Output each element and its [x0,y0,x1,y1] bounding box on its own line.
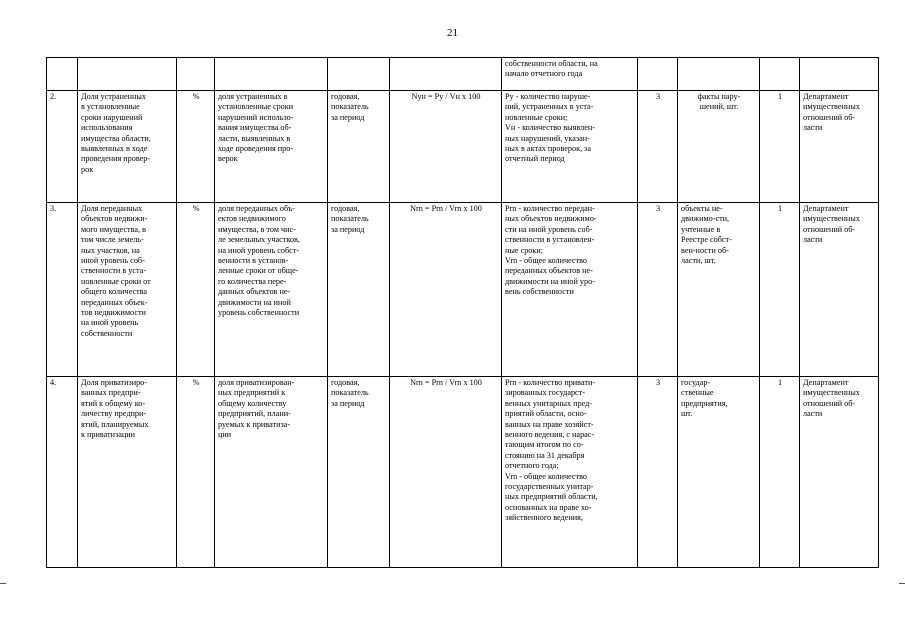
cell-unit: % [177,377,215,568]
cell-vars: Prn - количество привати- зированных государст- венных унитарных пред- приятий области, осно- ванных на праве хозяйст- венного ведения, с нарас- тающим итогом по со- стоянию на 31 декабря отчетного года; Vrn - общее количество государственных унитар- ных предприятий области, основанных на праве хо- зяйственного ведения, [502,377,638,568]
table-row [47,203,879,377]
cell-definition: доля переданных объ- ектов недвижимого имущества, в том чис- ле земельных участков, на иной уровень собст- венности в установ- ленные сроки от обще- го количества пере- данных объектов не- движимости на иной уровень собственности [215,203,328,377]
cell-period [328,58,390,91]
cell-method [638,58,678,91]
cell-vars: Prn - количество передан- ных объектов недвижимо- сти на иной уровень соб- ственности в установлен- ные сроки; Vrn - общее количество переданных объектов не- движимости на иной уро- вень собственности [502,203,638,377]
scan-edge-mark [0,583,6,584]
cell-period: годовая, показатель за период [328,91,390,203]
scan-edge-mark [899,583,905,584]
cell-source: государ- ственные предприятия, шт. [678,377,760,568]
cell-formula: Nrn = Prn / Vrn х 100 [390,377,502,568]
cell-freq: 1 [760,91,800,203]
cell-name: Доля переданных объектов недвижи- мого имущества, в том числе земель- ных участков, на иной уровень соб- ственности в уста- новленные сроки от общего количества переданных объек- тов недвижимости на иной уровень собственности [78,203,177,377]
cell-formula: Nrn = Prn / Vrn х 100 [390,203,502,377]
cell-name [78,58,177,91]
cell-formula: Nун = Pу / Vн х 100 [390,91,502,203]
cell-unit [177,58,215,91]
cell-period: годовая, показатель за период [328,377,390,568]
cell-unit: % [177,91,215,203]
cell-resp [800,58,879,91]
cell-num: 4. [47,377,78,568]
cell-method: 3 [638,91,678,203]
cell-source [678,58,760,91]
cell-name: Доля приватизиро- ванных предпри- ятий к общему ко- личеству предпри- ятий, планируемых к приватизации [78,377,177,568]
cell-resp: Департамент имущественных отношений об- ласти [800,377,879,568]
cell-num [47,58,78,91]
cell-period: годовая, показатель за период [328,203,390,377]
table-row-continuation [47,58,879,91]
cell-name: Доля устраненных в установленные сроки нарушений использования имущества области, выявленных в ходе проведения провер- рок [78,91,177,203]
cell-vars: собственности области, на начало отчетного года [502,58,638,91]
page-number: 21 [447,27,458,39]
table-row [47,91,879,203]
table-row [47,377,879,568]
cell-vars: Pу - количество наруше- ний, устраненных в уста- новленные сроки; Vн - количество выявлен- ных нарушений, указан- ных в актах проверок, за отчетный период [502,91,638,203]
cell-formula [390,58,502,91]
cell-num: 3. [47,203,78,377]
cell-unit: % [177,203,215,377]
cell-freq [760,58,800,91]
cell-resp: Департамент имущественных отношений об- ласти [800,203,879,377]
cell-definition [215,58,328,91]
cell-source: факты нару- шений, шт. [678,91,760,203]
cell-method: 3 [638,203,678,377]
cell-definition: доля устраненных в установленные сроки нарушений использо- вания имущества об- ласти, выявленных в ходе проведения про- верок [215,91,328,203]
cell-resp: Департамент имущественных отношений об- ласти [800,91,879,203]
cell-num: 2. [47,91,78,203]
cell-freq: 1 [760,377,800,568]
indicators-table [46,57,879,568]
cell-source: объекты не- движимо-сти, учтенные в Реестре собст- вен-ности об- ласти, шт. [678,203,760,377]
cell-freq: 1 [760,203,800,377]
cell-method: 3 [638,377,678,568]
cell-definition: доля приватизирован- ных предприятий к общему количеству предприятий, плани- руемых к приватиза- ции [215,377,328,568]
